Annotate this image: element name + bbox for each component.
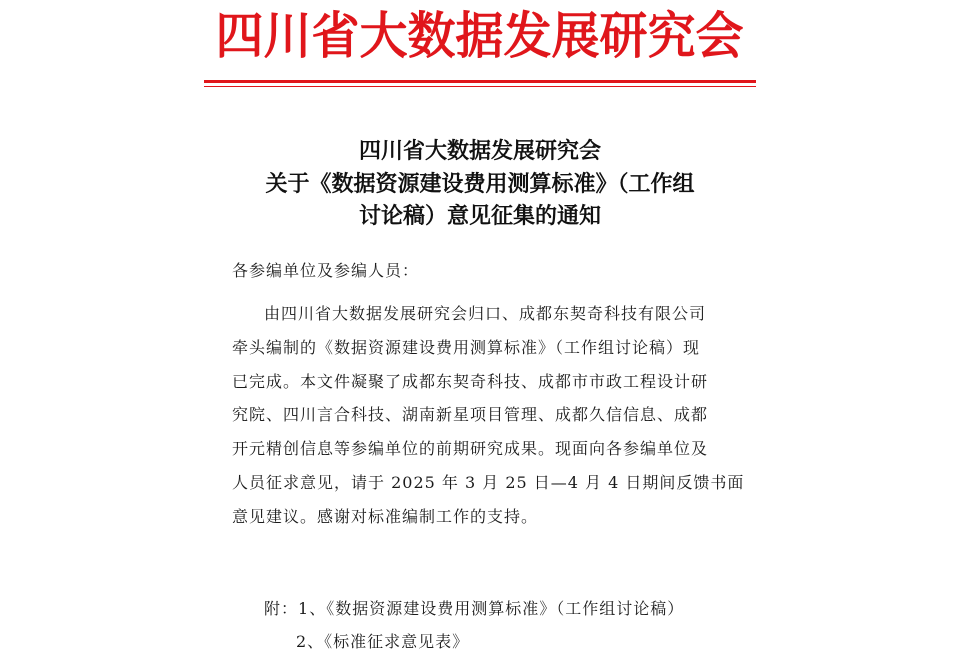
- attachment-2-link[interactable]: 2、《标准征求意见表》: [296, 632, 470, 651]
- body-line-2: 牵头编制的《数据资源建设费用测算标准》（工作组讨论稿）现: [232, 338, 701, 357]
- masthead-rule-thin: [204, 86, 756, 87]
- masthead-title: 四川省大数据发展研究会: [215, 7, 744, 65]
- body-line-4: 究院、四川言合科技、湖南新星项目管理、成都久信信息、成都: [232, 405, 709, 424]
- body-line-5: 开元精创信息等参编单位的前期研究成果。现面向各参编单位及: [232, 439, 709, 458]
- notice-title-line-1: 四川省大数据发展研究会: [358, 139, 601, 164]
- attachment-2-row: [296, 630, 469, 654]
- attachment-prefix: 附：: [264, 599, 299, 618]
- salutation: 各参编单位及参编人员：: [232, 261, 420, 280]
- body-line-6: 人员征求意见，请于 2025 年 3 月 25 日—4 月 4 日期间反馈书面: [232, 473, 745, 492]
- notice-title-line-2: 关于《数据资源建设费用测算标准》（工作组: [265, 172, 695, 197]
- body-line-7: 意见建议。感谢对标准编制工作的支持。: [232, 507, 539, 526]
- masthead-rule-thick: [204, 80, 756, 83]
- attachment-1-link[interactable]: 1、《数据资源建设费用测算标准》（工作组讨论稿）: [298, 599, 685, 618]
- attachment-1-row: [264, 597, 684, 621]
- body-line-1: 由四川省大数据发展研究会归口、成都东契奇科技有限公司: [264, 304, 707, 323]
- notice-title-line-3: 讨论稿）意见征集的通知: [358, 204, 601, 229]
- body-line-3: 已完成。本文件凝聚了成都东契奇科技、成都市市政工程设计研: [232, 372, 709, 391]
